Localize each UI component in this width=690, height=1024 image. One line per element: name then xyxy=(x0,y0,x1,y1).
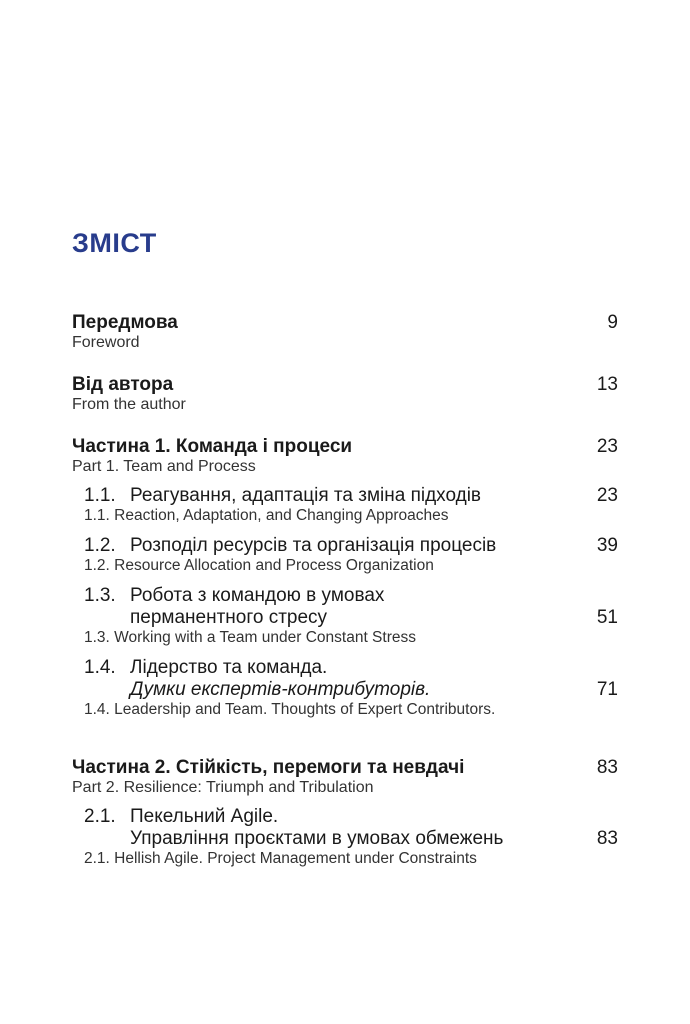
entry-title: Частина 1. Команда і процеси xyxy=(72,436,353,457)
entry-number: 1.4. xyxy=(84,657,116,678)
entry-page: 23 xyxy=(596,436,618,457)
toc-entry-2-1[interactable] xyxy=(84,806,618,868)
entry-page: 83 xyxy=(596,757,618,778)
entry-number: 1.1. xyxy=(84,485,116,506)
entry-page: 13 xyxy=(596,374,618,395)
entry-title: Частина 2. Стійкість, перемоги та невдачі xyxy=(72,757,465,778)
entry-page: 9 xyxy=(607,312,618,333)
entry-subtitle: 2.1. Hellish Agile. Project Management under Constraints xyxy=(84,850,477,867)
entry-title: Передмова xyxy=(72,312,178,333)
entry-title: Реагування, адаптація та зміна підходів xyxy=(130,485,482,506)
entry-number: 2.1. xyxy=(84,806,116,827)
entry-title: Від автора xyxy=(72,374,174,395)
toc-entry-1-2[interactable] xyxy=(84,535,618,575)
entry-subtitle: From the author xyxy=(72,396,186,413)
page-title: ЗМІСТ xyxy=(72,228,157,258)
entry-number: 1.2. xyxy=(84,535,116,556)
entry-subtitle: Part 1. Team and Process xyxy=(72,458,256,475)
entry-number: 1.3. xyxy=(84,585,116,606)
toc-entry-1-3[interactable] xyxy=(84,585,618,647)
toc-entry-1-1[interactable] xyxy=(84,485,618,525)
entry-page: 83 xyxy=(596,828,618,849)
entry-page: 39 xyxy=(596,535,618,556)
entry-title-line2: перманентного стресу xyxy=(130,607,328,628)
toc-entry-from-author[interactable] xyxy=(72,374,618,414)
entry-subtitle: Foreword xyxy=(72,334,140,351)
entry-page: 51 xyxy=(596,607,618,628)
entry-title-line1: Лідерство та команда. xyxy=(130,657,328,678)
entry-page: 71 xyxy=(596,679,618,700)
entry-page: 23 xyxy=(596,485,618,506)
entry-subtitle: Part 2. Resilience: Triumph and Tribulation xyxy=(72,779,374,796)
entry-subtitle: 1.4. Leadership and Team. Thoughts of Expert Contributors. xyxy=(84,701,496,718)
entry-title-line2: Управління проєктами в умовах обмежень xyxy=(130,828,504,849)
toc-entry-1-4[interactable] xyxy=(84,657,618,719)
toc-entry-foreword[interactable] xyxy=(72,312,618,352)
entry-title: Розподіл ресурсів та організація процесів xyxy=(130,535,497,556)
entry-title-line1: Пекельний Agile. xyxy=(130,806,279,827)
toc-entry-part-1[interactable] xyxy=(72,436,618,476)
entry-title-line1: Робота з командою в умовах xyxy=(130,585,385,606)
entry-subtitle: 1.2. Resource Allocation and Process Organization xyxy=(84,557,434,574)
entry-subtitle: 1.1. Reaction, Adaptation, and Changing Approaches xyxy=(84,507,449,524)
entry-subtitle: 1.3. Working with a Team under Constant Stress xyxy=(84,629,416,646)
entry-title-line2: Думки експертів-контрибуторів. xyxy=(130,679,431,700)
toc-entry-part-2[interactable] xyxy=(72,757,618,797)
